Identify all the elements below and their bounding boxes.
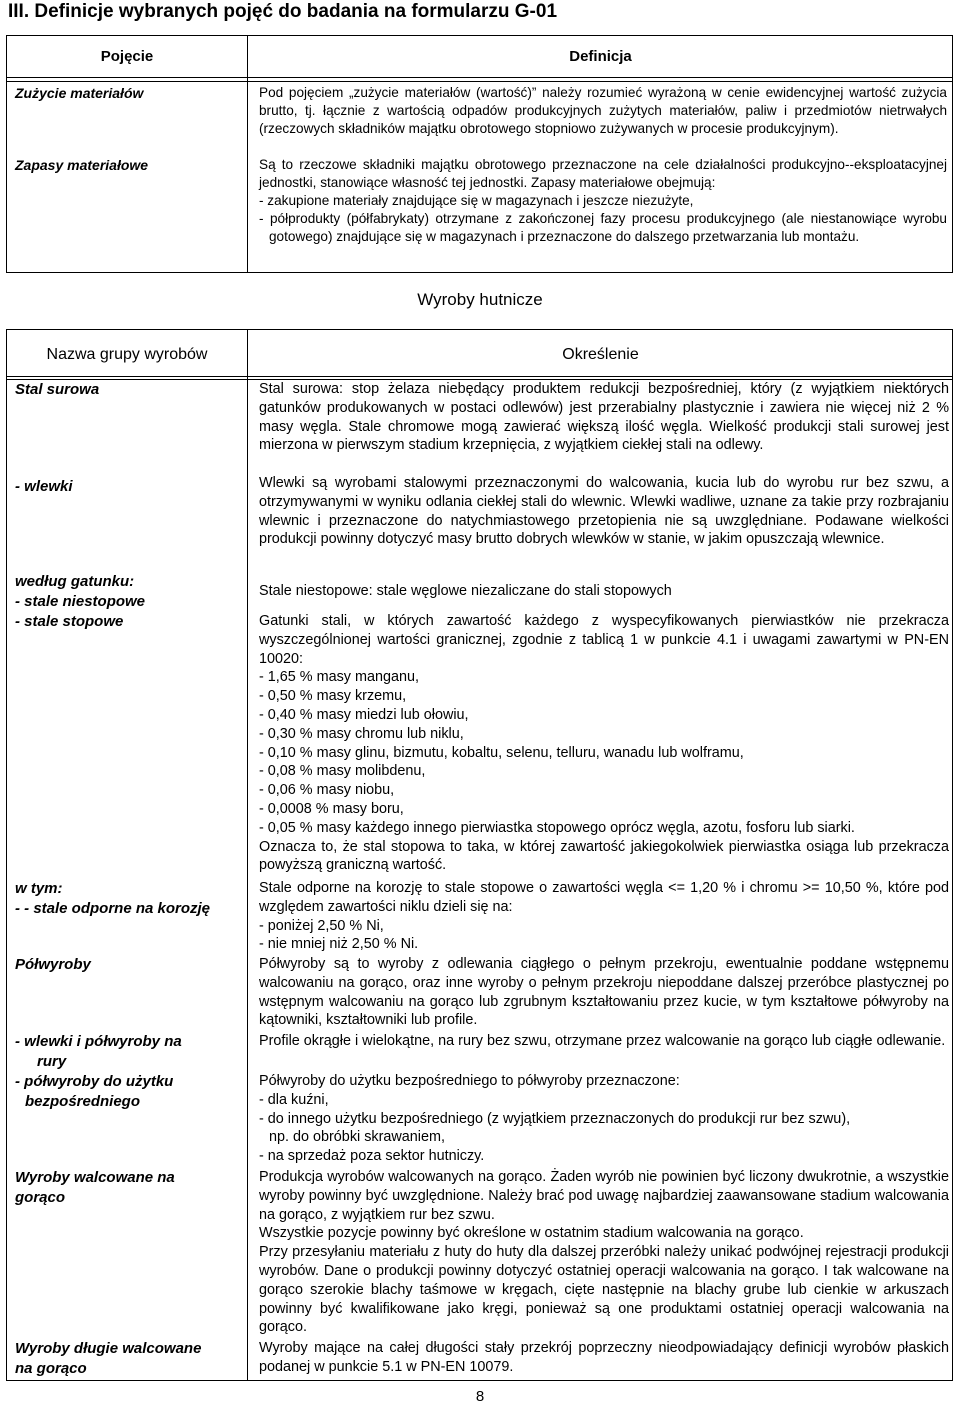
- desc-wlewki-polwyroby: Profile okrągłe i wielokątne, na rury bez szwu, otrzymane przez walcowanie na gorąco lub ciągłe odlewanie.: [259, 1033, 946, 1049]
- desc-stopowe-item: - 0,30 % masy chromu lub niklu,: [259, 725, 464, 742]
- group-niestopowe-label: - stale niestopowe: [15, 593, 146, 610]
- desc-stopowe-item: - 0,40 % masy miedzi lub ołowiu,: [259, 706, 469, 723]
- group-wtym-label: w tym:: [15, 880, 63, 897]
- group-odporne: [15, 879, 240, 919]
- desc-stopowe-item: - 1,65 % masy manganu,: [259, 669, 419, 686]
- desc-polwyroby-uzytek: [259, 1072, 949, 1166]
- header-divider: [7, 81, 952, 82]
- page-number: 8: [475, 1388, 485, 1405]
- group-dlugie: [15, 1339, 240, 1379]
- column-header-definition: Definicja: [569, 48, 632, 65]
- definition-zapasy-item: - zakupione materiały znajdujące się w magazynach i jeszcze niezużyte,: [259, 193, 694, 208]
- desc-niestopowe: Stale niestopowe: stale węglowe niezaliczane do stali stopowych: [259, 583, 672, 599]
- term-zuzycie: Zużycie materiałów: [15, 85, 144, 101]
- group-walcowane-line: gorąco: [15, 1189, 66, 1206]
- definition-zapasy-intro: Są to rzeczowe składniki majątku obrotowego przeznaczone na cele działalności produkcyjno--eksploatacyjnej jednostki, stanowiące własność tej jednostki. Zapasy materiałowe obejmują:: [259, 157, 947, 190]
- group-stal-surowa: Stal surowa: [15, 381, 100, 398]
- term-zapasy: Zapasy materiałowe: [15, 157, 149, 173]
- header-divider-inner: [7, 77, 952, 78]
- desc-uzytek-item: - dla kuźni,: [259, 1091, 329, 1108]
- group-polwyroby: Półwyroby: [15, 956, 91, 973]
- desc-walcowane-p3: Przy przesyłaniu materiału z huty do huty dla dalszej przeróbki należy unikać podwójnej rejestracji produkcji wyrobów. Dane o produkcji powinny dotyczyć ostatniej operacji walcowania na gorąco. I tak walcowane na gorąco szerokie blachy taśmowe w kręgach, cięte następnie na blachy grube lub cienkie w arkuszach powinny być kwalifikowane jako kręgi, ponieważ są one produktami ostatniej operacji walcowania na gorąco.: [259, 1244, 949, 1336]
- header-divider: [7, 376, 952, 377]
- definition-zapasy: [259, 156, 947, 246]
- column-divider: [247, 330, 248, 1380]
- desc-odporne: [259, 879, 949, 954]
- definitions-table: [6, 35, 953, 273]
- desc-stal-surowa: Stal surowa: stop żelaza niebędący produktem redukcji bezpośredniej, który (z wyjątkiem niektórych gatunków produkowanych w postaci odlewów) jest przerabialny plastycznie i zawiera nie więcej niż 2 % masy węgla. Stale chromowe mogą zawierać większą ilość węgla. Wielkość produkcji stali surowej jest mierzona w pierwszym stadium krzepnięcia, z wyjątkiem ciekłej stali na odlewy.: [259, 381, 949, 454]
- desc-stopowe-item: - 0,0008 % masy boru,: [259, 800, 404, 817]
- column-header-group: Nazwa grupy wyrobów: [46, 346, 208, 363]
- desc-uzytek-intro: Półwyroby do użytku bezpośredniego to półwyroby przeznaczone:: [259, 1073, 680, 1089]
- desc-stopowe-outro: Oznacza to, że stal stopowa to taka, w której zawartość jakiegokolwiek pierwiastka osiąga lub przekracza powyższą graniczną wartość.: [259, 838, 949, 874]
- group-dlugie-line: Wyroby długie walcowane: [15, 1340, 202, 1357]
- group-wlewki: - wlewki: [15, 478, 73, 495]
- group-wlewki-polwyroby: [15, 1032, 240, 1072]
- desc-stopowe: [259, 612, 949, 875]
- group-walcowane: [15, 1168, 240, 1208]
- column-header-term: Pojęcie: [100, 48, 154, 65]
- desc-uzytek-item: - na sprzedaż poza sektor hutniczy.: [259, 1148, 485, 1165]
- group-dlugie-line: na gorąco: [15, 1360, 87, 1377]
- desc-stopowe-item: - 0,06 % masy niobu,: [259, 782, 395, 799]
- column-divider: [247, 36, 248, 272]
- definition-zapasy-item: - półprodukty (półfabrykaty) otrzymane z zakończonej fazy procesu produkcyjnego (ale niestanowiące wyrobu gotowego) znajdujące się w magazynach i przeznaczone do dalszego przetwarzania lub montażu.: [259, 211, 947, 244]
- desc-stopowe-item: - 0,05 % masy każdego innego pierwiastka stopowego oprócz węgla, azotu, fosforu lub siarki.: [259, 819, 855, 836]
- group-walcowane-line: Wyroby walcowane na: [15, 1169, 175, 1186]
- group-polwyroby-uzytek: [15, 1072, 240, 1112]
- column-header-description: Określenie: [562, 346, 639, 363]
- desc-stopowe-item: - 0,50 % masy krzemu,: [259, 688, 407, 705]
- desc-odporne-item: - poniżej 2,50 % Ni,: [259, 917, 384, 934]
- desc-stopowe-item: - 0,10 % masy glinu, bizmutu, kobaltu, selenu, telluru, wanadu lub wolframu,: [259, 744, 744, 761]
- desc-uzytek-item: np. do obróbki skrawaniem,: [269, 1129, 445, 1146]
- desc-walcowane-p2: Wszystkie pozycje powinny być określone w ostatnim stadium walcowania na gorąco.: [259, 1225, 804, 1242]
- group-wlewki-polwyroby-line: - wlewki i półwyroby na: [15, 1033, 182, 1050]
- desc-polwyroby: Półwyroby są to wyroby z odlewania ciągłego o pełnym przekroju, ewentualnie poddane wstępnemu walcowaniu na gorąco, oraz inne wyroby o pełnym przekroju niepoddane dalszej przeróbce plastycznej po wstępnym walcowaniu na gorąco lub zgrubnym kształtowaniu przez kucie, w tym kształtowe półwyroby na kątowniki, kształtowniki lub profile.: [259, 956, 949, 1029]
- section-title: III. Definicje wybranych pojęć do badania na formularzu G-01: [8, 1, 558, 22]
- desc-stopowe-item: - 0,08 % masy molibdenu,: [259, 763, 426, 780]
- desc-uzytek-item: - do innego użytku bezpośredniego (z wyjątkiem przeznaczonych do produkcji rur bez szwu),: [259, 1110, 851, 1127]
- subtitle: Wyroby hutnicze: [417, 290, 543, 309]
- group-wedlug-label: według gatunku:: [15, 573, 135, 590]
- group-polwyroby-uzytek-line: - półwyroby do użytku: [15, 1073, 174, 1090]
- desc-walcowane-p1: Produkcja wyrobów walcowanych na gorąco. Żaden wyrób nie powinien być liczony dwukrotnie, a wszystkie wyroby powinny być uwzględnione. Należy brać pod uwagę najbardziej zaawansowane stadium walcowania na gorąco, z wyjątkiem rur bez szwu.: [259, 1169, 949, 1223]
- group-odporne-label: - - stale odporne na korozję: [15, 900, 211, 917]
- products-table: [6, 329, 953, 1381]
- desc-dlugie: Wyroby mające na całej długości stały przekrój poprzeczny nieodpowiadający definicji wyrobów płaskich podanej w punkcie 5.1 w PN-EN 10079.: [259, 1340, 949, 1375]
- group-wlewki-polwyroby-line: rury: [37, 1053, 67, 1070]
- desc-odporne-item: - nie mniej niż 2,50 % Ni.: [259, 936, 419, 953]
- desc-odporne-intro: Stale odporne na korozję to stale stopowe o zawartości węgla <= 1,20 % i chromu >= 10,50 %, które pod względem zawartości niklu dzieli się na:: [259, 880, 949, 915]
- group-stale-stopowe: - stale stopowe: [15, 613, 124, 630]
- desc-stopowe-intro: Gatunki stali, w których zawartość każdego z wyspecyfikowanych pierwiastków nie przekracza wyszczególnionej wartości granicznej, zgodnie z tablicą 1 w punkcie 4.1 i uwagami zawartymi w PN-EN 10020:: [259, 613, 949, 667]
- desc-walcowane: [259, 1168, 949, 1337]
- desc-wlewki: Wlewki są wyrobami stalowymi przeznaczonymi do walcowania, kucia lub do wyrobu rur bez szwu, a otrzymywanymi w wyniku odlania ciekłej stali do wlewnic. Wlewki wadliwe, uznane za takie przy rozbrajaniu wlewnic i przeznaczone do natychmiastowego przetopienia nie są uwzględniane. Podawane wielkości produkcji powinny dotyczyć masy brutto dobrych wlewków w stanie, w jakim opuszczają wlewnice.: [259, 475, 949, 548]
- group-wedlug-gatunku: [15, 572, 240, 612]
- group-polwyroby-uzytek-line: bezpośredniego: [25, 1093, 141, 1110]
- definition-zuzycie: Pod pojęciem „zużycie materiałów (wartość)” należy rozumieć wyrażoną w cenie ewidencyjnej wartość zużycia brutto, tj. łącznie z wartością odpadów produkcyjnych zużytych materiałów, paliw i przedmiotów nietrwałych (rzeczowych składników majątku obrotowego stopniowo zużywanych w procesie produkcyjnym).: [259, 85, 947, 136]
